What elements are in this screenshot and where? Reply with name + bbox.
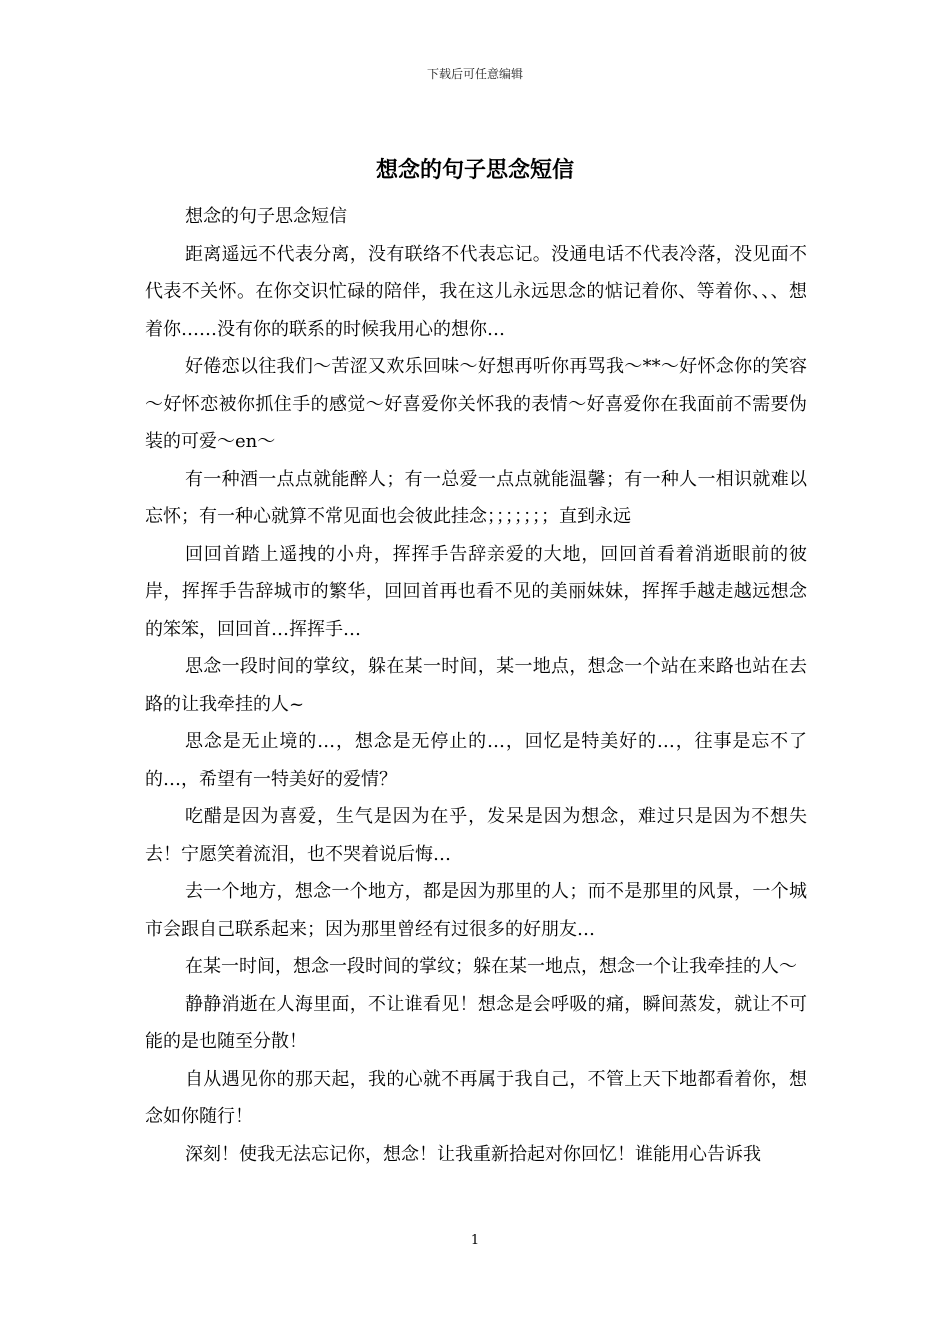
paragraph: 思念是无止境的…，想念是无停止的…，回忆是特美好的…，往事是忘不了的…，希望有一特美好的爱情？ (145, 731, 807, 790)
paragraph: 距离遥远不代表分离，没有联络不代表忘记。没通电话不代表冷落，没见面不代表不关怀。在你交识忙碌的陪伴，我在这儿永远思念的惦记着你、等着你、、、想着你……没有你的联系的时候我用心的想你… (145, 243, 807, 340)
paragraph: 静静消逝在人海里面，不让谁看见！想念是会呼吸的痛，瞬间蒸发，就让不可能的是也随至分散！ (145, 993, 807, 1052)
document-body (145, 198, 807, 1173)
paragraph: 吃醋是因为喜爱，生气是因为在乎，发呆是因为想念，难过只是因为不想失去！宁愿笑着流泪，也不哭着说后悔… (145, 806, 807, 865)
paragraph: 回回首踏上遥拽的小舟，挥挥手告辞亲爱的大地，回回首看着消逝眼前的彼岸，挥挥手告辞城市的繁华，回回首再也看不见的美丽妹妹，挥挥手越走越远想念的笨笨，回回首…挥挥手… (145, 543, 807, 640)
document-title: 想念的句子思念短信 (375, 157, 574, 183)
page-number: 1 (470, 1233, 480, 1248)
paragraph: 思念一段时间的掌纹，躲在某一时间，某一地点，想念一个站在来路也站在去路的让我牵挂的人~ (145, 656, 807, 715)
paragraph: 好倦恋以往我们～苦涩又欢乐回味～好想再听你再骂我～**～好怀念你的笑容～好怀恋被你抓住手的感觉～好喜爱你关怀我的表情～好喜爱你在我面前不需要伪装的可爱～en～ (145, 356, 807, 452)
paragraph: 深刻！使我无法忘记你，想念！让我重新拾起对你回忆！谁能用心告诉我 (185, 1143, 761, 1165)
paragraph: 自从遇见你的那天起，我的心就不再属于我自己，不管上天下地都看着你，想念如你随行！ (145, 1068, 807, 1127)
paragraph: 想念的句子思念短信 (185, 206, 347, 227)
paragraph: 去一个地方，想念一个地方，都是因为那里的人；而不是那里的风景，一个城市会跟自己联系起来；因为那里曾经有过很多的好朋友… (145, 881, 807, 940)
paragraph: 在某一时间，想念一段时间的掌纹；躲在某一地点，想念一个让我牵挂的人～ (185, 956, 797, 977)
header-note: 下载后可任意编辑 (426, 67, 523, 81)
paragraph: 有一种酒一点点就能醉人；有一总爱一点点就能温馨；有一种人一相识就难以忘怀；有一种心就算不常见面也会彼此挂念；；；；；；；直到永远 (145, 468, 807, 527)
